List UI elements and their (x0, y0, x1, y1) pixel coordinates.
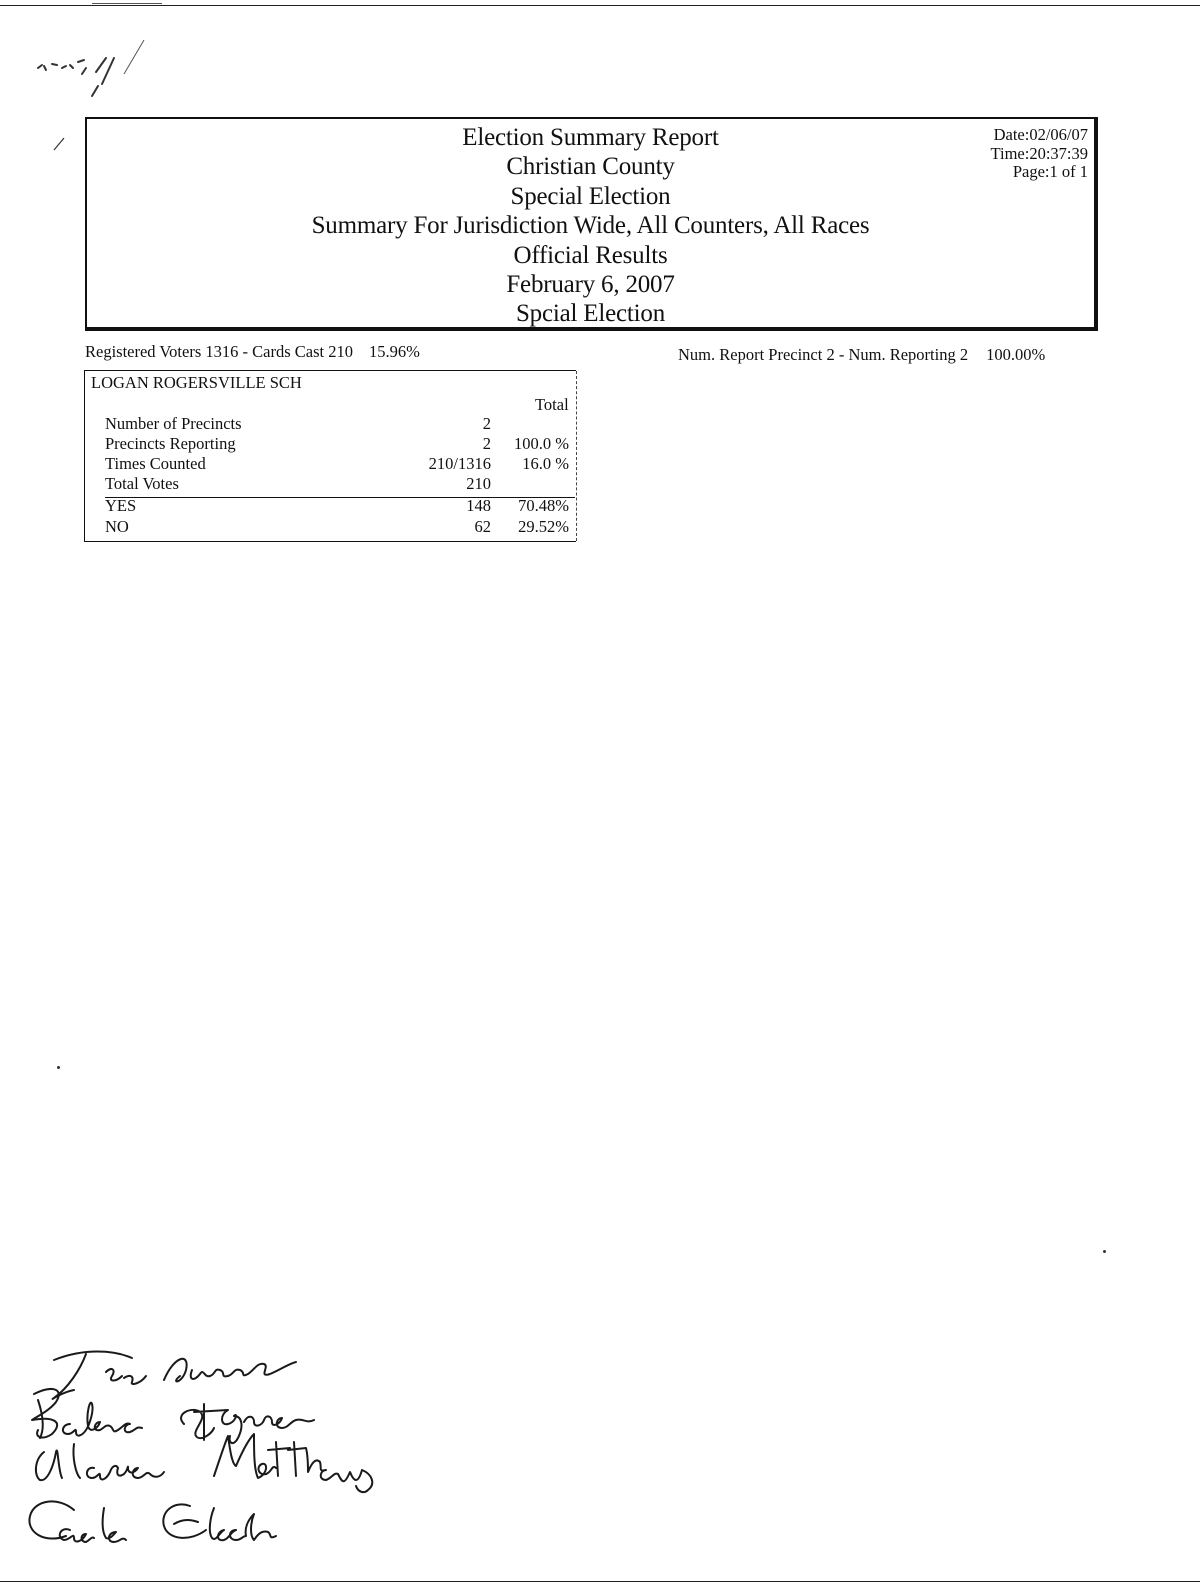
signature-2 (32, 1389, 314, 1443)
report-page: Page:1 of 1 (1012, 162, 1088, 181)
report-time: Time:20:37:39 (990, 143, 1088, 163)
stat-total: 210/1316 (428, 454, 491, 473)
stat-total: 210 (466, 474, 491, 493)
stray-dot-mark (1103, 1250, 1106, 1253)
report-title: Election Summary Report (462, 124, 719, 151)
signature-1 (53, 1352, 296, 1399)
report-title-block (87, 123, 1094, 329)
stat-percent: 100.0 % (514, 434, 569, 453)
choice-label: YES (105, 496, 137, 515)
signature-3 (36, 1434, 372, 1492)
stat-label: Total Votes (105, 474, 179, 493)
choice-label: NO (105, 517, 129, 536)
top-edge-rule (0, 5, 1200, 6)
stat-total: 2 (482, 434, 491, 453)
stat-label: Times Counted (105, 454, 206, 473)
stat-row (105, 414, 573, 434)
report-meta (991, 126, 1089, 182)
race-box-right-edge (576, 371, 577, 541)
stat-label: Precincts Reporting (105, 434, 236, 453)
registered-voters-summary (85, 342, 420, 362)
stat-row (105, 474, 573, 494)
precinct-reporting-summary (678, 345, 1045, 365)
handwritten-signatures (14, 1340, 484, 1560)
choice-row-yes (105, 496, 573, 516)
margin-scribble-mark (26, 38, 156, 118)
choice-total: 148 (466, 496, 491, 515)
stat-row (105, 434, 573, 454)
choice-total: 62 (474, 517, 491, 536)
stat-percent: 16.0 % (522, 454, 569, 473)
signature-4 (29, 1501, 276, 1542)
race-title: LOGAN ROGERSVILLE SCH (91, 373, 302, 392)
reporting-percent: 100.00% (986, 345, 1046, 364)
election-type: Special Election (510, 182, 671, 210)
report-header-box (85, 117, 1098, 331)
precinct-reporting-text: Num. Report Precinct 2 - Num. Reporting 2 (678, 345, 969, 364)
summary-scope: Summary For Jurisdiction Wide, All Counters, All Races (311, 212, 870, 240)
results-status: Official Results (513, 241, 668, 269)
turnout-percent: 15.96% (368, 342, 420, 361)
top-edge-mark (92, 3, 162, 4)
total-column-header: Total (535, 395, 569, 414)
election-subtitle: Spcial Election (515, 300, 666, 328)
margin-tick-mark (50, 136, 70, 152)
registered-voters-text: Registered Voters 1316 - Cards Cast 210 (85, 342, 353, 361)
report-date: Date:02/06/07 (993, 125, 1088, 144)
election-date: February 6, 2007 (506, 271, 675, 299)
stat-total: 2 (482, 414, 491, 433)
bottom-edge-rule (0, 1581, 1200, 1582)
race-results-box (84, 370, 576, 542)
county-name: Christian County (506, 153, 675, 181)
stat-row (105, 454, 573, 474)
stray-dot-mark (57, 1066, 60, 1069)
choice-percent: 70.48% (518, 496, 569, 515)
stat-label: Number of Precincts (105, 414, 242, 433)
choice-percent: 29.52% (518, 517, 569, 536)
choice-row-no (105, 517, 573, 537)
